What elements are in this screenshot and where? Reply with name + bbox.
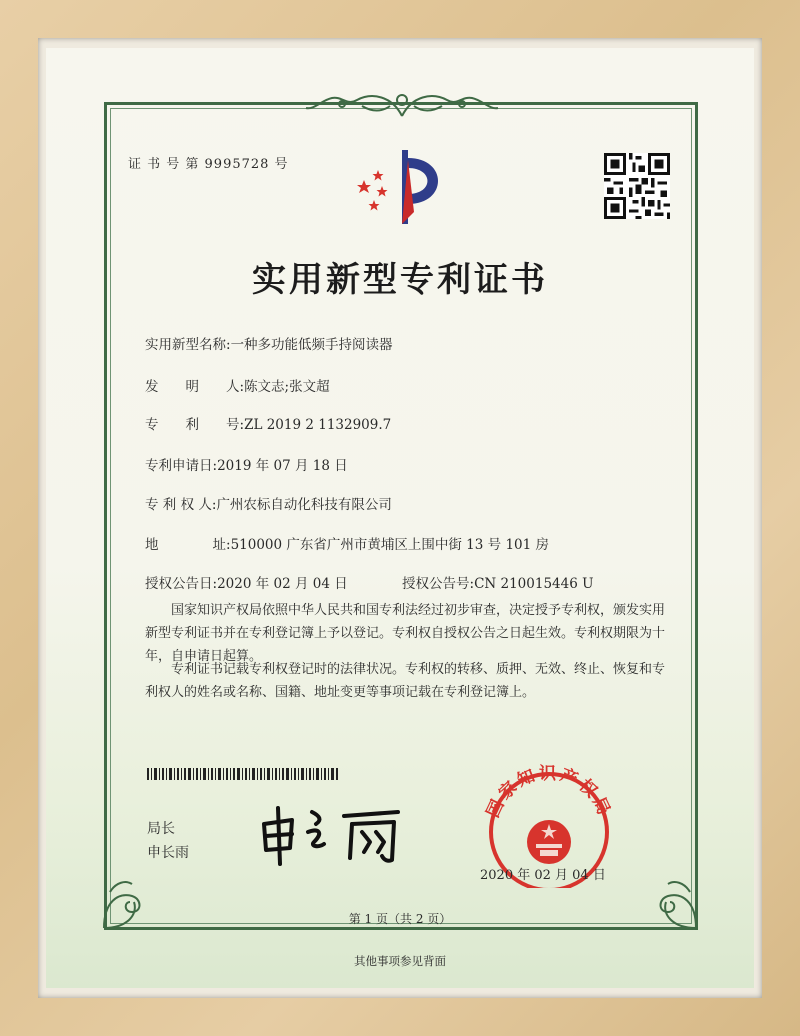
field-filing-date: [145, 454, 348, 474]
field-grant-number: [402, 572, 593, 592]
utility-model-name-value: 一种多功能低频手持阅读器: [230, 337, 393, 353]
handwritten-signature-icon: [258, 802, 418, 866]
field-patent-number: [145, 413, 391, 433]
grant-date-value: 2020 年 02 月 04 日: [217, 576, 348, 592]
page-number: 第 1 页（共 2 页）: [348, 912, 452, 926]
patent-number-label: 专 利 号:: [145, 417, 245, 433]
grant-number-value: CN 210015446 U: [474, 576, 594, 592]
grant-date-label: 授权公告日:: [145, 576, 218, 592]
patentee-label: 专 利 权 人:: [145, 497, 217, 513]
filing-date-value: 2019 年 07 月 18 日: [217, 458, 348, 474]
certificate-number: 证 书 号 第 9995728 号: [128, 157, 289, 172]
patent-number-value: ZL 2019 2 1132909.7: [244, 417, 392, 433]
field-grant-date: [145, 572, 348, 592]
paragraph-legal-status: 专利证书记载专利权登记时的法律状况。专利权的转移、质押、无效、终止、恢复和专利权人的姓名或名称、国籍、地址变更等事项记载在专利登记簿上。: [145, 662, 666, 700]
top-ornament-icon: [302, 86, 502, 122]
certificate-title: 实用新型专利证书: [252, 260, 548, 300]
inventor-value: 陈文志;张文超: [244, 379, 330, 395]
inventor-label: 发 明 人:: [145, 379, 245, 395]
address-label: 地 址:: [145, 537, 231, 553]
seal-date: 2020 年 02 月 04 日: [480, 868, 606, 883]
field-utility-model-name: [145, 333, 393, 353]
field-address: [145, 533, 549, 553]
back-page-note: 其他事项参见背面: [354, 954, 446, 968]
barcode-icon: [147, 768, 339, 780]
address-value: 510000 广东省广州市黄埔区上围中街 13 号 101 房: [230, 537, 549, 553]
utility-model-name-label: 实用新型名称:: [145, 337, 231, 353]
cnipa-logo-icon: [352, 150, 456, 226]
patentee-value: 广州农标自动化科技有限公司: [216, 497, 392, 513]
field-inventor: [145, 375, 330, 395]
paragraph-grant-statement: 国家知识产权局依照中华人民共和国专利法经过初步审查，决定授予专利权，颁发实用新型专利证书并在专利登记簿上予以登记。专利权自授权公告之日起生效。专利权期限为十年，自申请日起算。: [145, 603, 666, 664]
filing-date-label: 专利申请日:: [145, 458, 218, 474]
signer-name: 申长雨: [147, 845, 189, 861]
field-patentee: [145, 493, 392, 513]
svg-text:国家知识产权局: 国家知识产权局: [483, 764, 615, 821]
grant-number-label: 授权公告号:: [402, 576, 475, 592]
signer-title: 局长: [147, 821, 175, 837]
qr-code-icon: [604, 153, 670, 219]
